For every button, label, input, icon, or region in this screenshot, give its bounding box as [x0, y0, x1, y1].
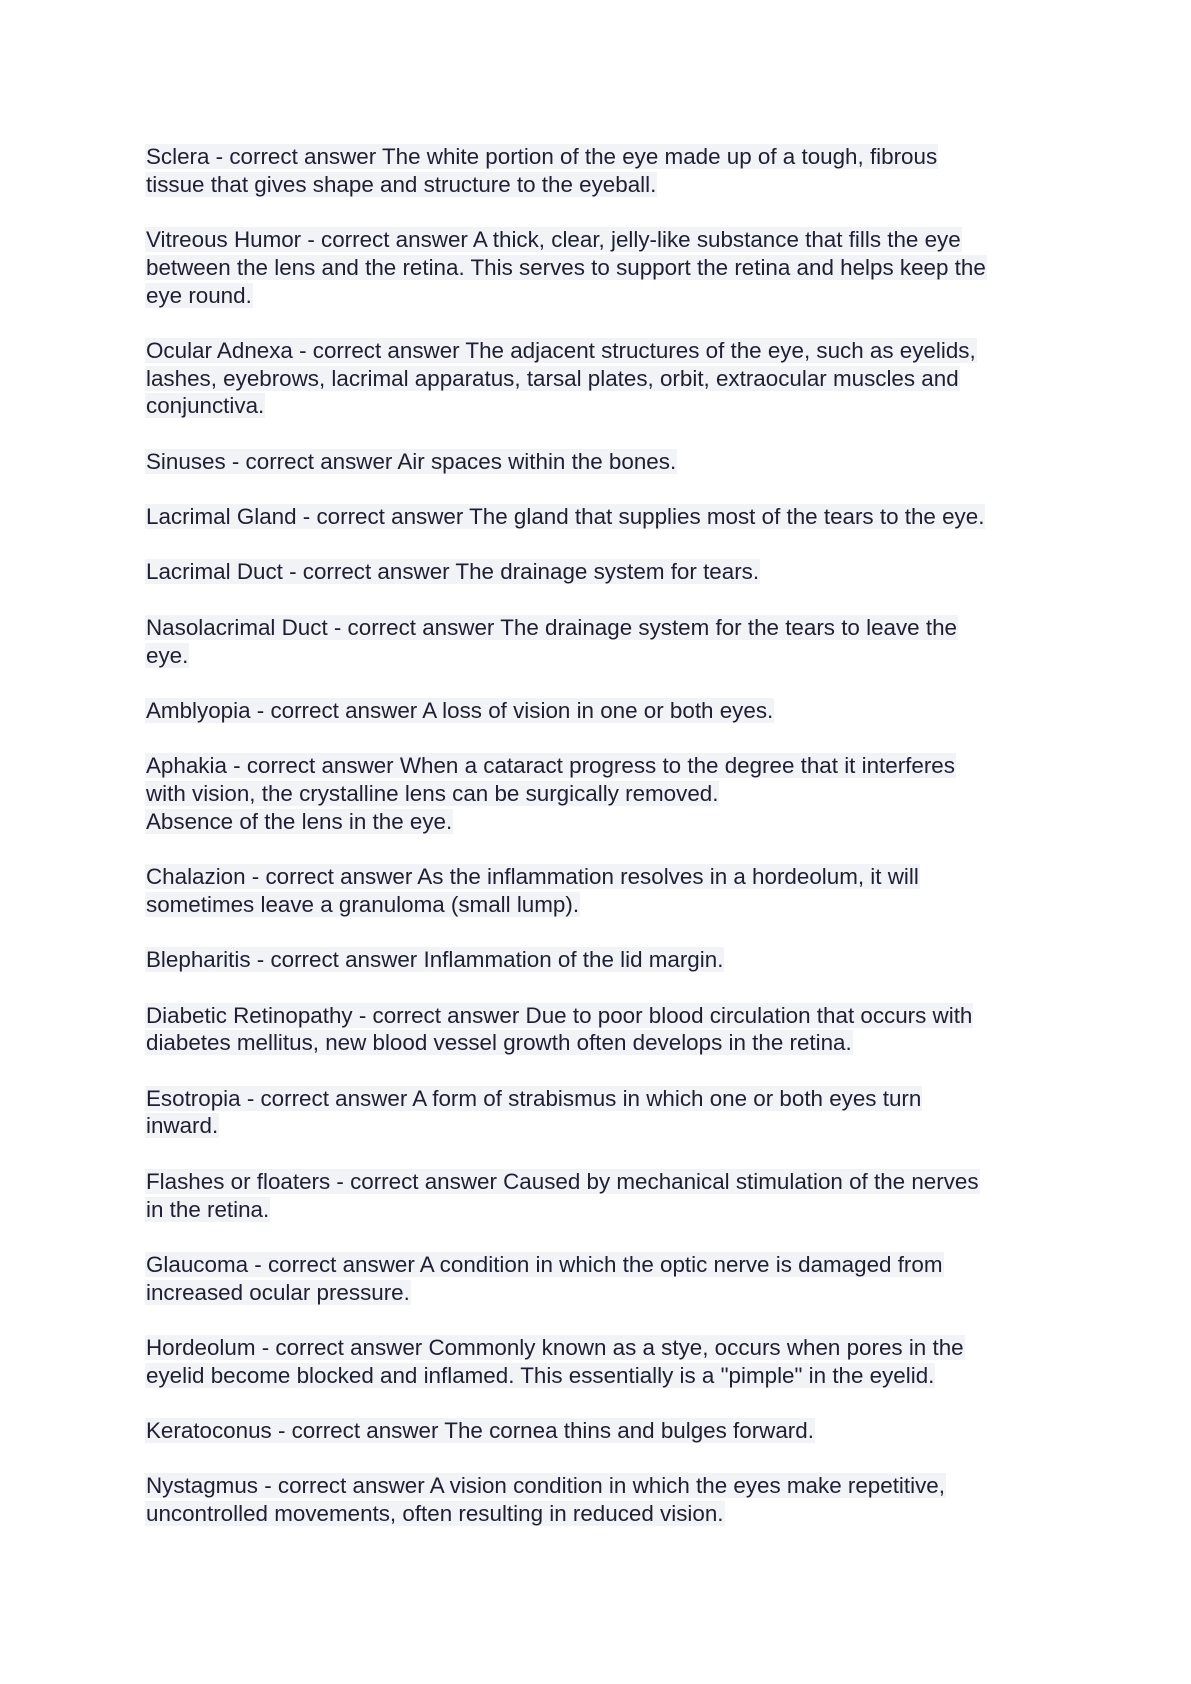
entry-line [145, 143, 1085, 171]
entry-line [145, 1251, 1085, 1279]
entry-text: Aphakia - correct answer When a cataract progress to the degree that it interferes [146, 753, 955, 779]
entry-text: Nystagmus - correct answer A vision condition in which the eyes make repetitive, [146, 1473, 945, 1499]
entry-text: Flashes or floaters - correct answer Caused by mechanical stimulation of the nerves [146, 1168, 979, 1194]
flashcard-entry [145, 337, 1085, 420]
flashcard-entry [145, 503, 1085, 531]
entry-text: Amblyopia - correct answer A loss of vision in one or both eyes. [146, 697, 774, 723]
entry-text: Blepharitis - correct answer Inflammation of the lid margin. [146, 947, 724, 973]
entry-text: Hordeolum - correct answer Commonly known as a stye, occurs when pores in the [146, 1335, 964, 1360]
entry-line [145, 780, 1085, 808]
entry-text: between the lens and the retina. This serves to support the retina and helps keep the [146, 254, 986, 280]
entry-text: Lacrimal Gland - correct answer The gland that supplies most of the tears to the eye. [146, 504, 985, 530]
entry-text: Diabetic Retinopathy - correct answer Due to poor blood circulation that occurs with [146, 1002, 973, 1028]
flashcard-entry [145, 946, 1085, 974]
flashcard-entry [145, 143, 1085, 198]
entry-text: Keratoconus - correct answer The cornea thins and bulges forward. [146, 1418, 814, 1444]
flashcard-entry [145, 226, 1085, 309]
flashcard-entry [145, 448, 1085, 476]
flashcard-entry [145, 614, 1085, 669]
entry-line [145, 891, 1085, 919]
entry-text: with vision, the crystalline lens can be surgically removed. [146, 781, 719, 807]
entry-line [145, 808, 1085, 836]
flashcard-list [145, 143, 1085, 1556]
entry-text: eyelid become blocked and inflamed. This essentially is a "pimple" in the eyelid. [146, 1362, 935, 1388]
flashcard-entry [145, 1251, 1085, 1306]
entry-line [145, 392, 1085, 420]
entry-line [145, 1334, 1085, 1362]
entry-line [145, 863, 1085, 891]
entry-line [145, 1085, 1085, 1113]
entry-line [145, 337, 1085, 365]
entry-text: uncontrolled movements, often resulting in reduced vision. [146, 1501, 724, 1527]
entry-text: Glaucoma - correct answer A condition in which the optic nerve is damaged from [146, 1251, 943, 1277]
flashcard-entry [145, 1334, 1085, 1389]
entry-line [145, 254, 1085, 282]
flashcard-entry [145, 1417, 1085, 1445]
entry-text: conjunctiva. [146, 393, 265, 419]
entry-line [145, 1196, 1085, 1224]
entry-line [145, 1362, 1085, 1390]
entry-text: Chalazion - correct answer As the inflammation resolves in a hordeolum, it will [146, 864, 919, 890]
entry-text: increased ocular pressure. [146, 1279, 410, 1305]
entry-text: eye round. [146, 282, 252, 308]
entry-line [145, 1417, 1085, 1445]
entry-text: inward. [146, 1113, 219, 1139]
entry-line [145, 1029, 1085, 1057]
entry-text: eye. [146, 642, 189, 668]
entry-text: Sclera - correct answer The white portion of the eye made up of a tough, fibrous [146, 144, 938, 169]
entry-text: Ocular Adnexa - correct answer The adjacent structures of the eye, such as eyelids, [146, 337, 976, 363]
entry-line [145, 1500, 1085, 1528]
entry-line [145, 558, 1085, 586]
entry-line [145, 697, 1085, 725]
flashcard-entry [145, 558, 1085, 586]
flashcard-entry [145, 1472, 1085, 1527]
entry-text: Sinuses - correct answer Air spaces within the bones. [146, 448, 677, 474]
entry-text: tissue that gives shape and structure to the eyeball. [146, 171, 657, 197]
entry-text: sometimes leave a granuloma (small lump). [146, 891, 580, 917]
flashcard-entry [145, 1085, 1085, 1140]
entry-text: Nasolacrimal Duct - correct answer The drainage system for the tears to leave the [146, 614, 957, 640]
flashcard-entry [145, 863, 1085, 918]
entry-text: in the retina. [146, 1196, 270, 1222]
entry-text: Esotropia - correct answer A form of strabismus in which one or both eyes turn [146, 1085, 922, 1111]
entry-text: lashes, eyebrows, lacrimal apparatus, tarsal plates, orbit, extraocular muscles and [146, 365, 959, 391]
entry-line [145, 752, 1085, 780]
entry-line [145, 1279, 1085, 1307]
entry-line [145, 1472, 1085, 1500]
entry-line [145, 448, 1085, 476]
entry-text: diabetes mellitus, new blood vessel growth often develops in the retina. [146, 1030, 852, 1056]
entry-line [145, 1112, 1085, 1140]
entry-line [145, 503, 1085, 531]
entry-line [145, 946, 1085, 974]
entry-text: Vitreous Humor - correct answer A thick, clear, jelly-like substance that fills the eye [146, 227, 961, 253]
flashcard-entry [145, 697, 1085, 725]
flashcard-entry [145, 752, 1085, 835]
entry-line [145, 226, 1085, 254]
entry-text: Lacrimal Duct - correct answer The drainage system for tears. [146, 559, 760, 585]
entry-line [145, 171, 1085, 199]
entry-line [145, 642, 1085, 670]
flashcard-entry [145, 1168, 1085, 1223]
entry-line [145, 1168, 1085, 1196]
entry-text: Absence of the lens in the eye. [146, 808, 453, 834]
entry-line [145, 614, 1085, 642]
entry-line [145, 282, 1085, 310]
entry-line [145, 1002, 1085, 1030]
entry-line [145, 365, 1085, 393]
flashcard-entry [145, 1002, 1085, 1057]
